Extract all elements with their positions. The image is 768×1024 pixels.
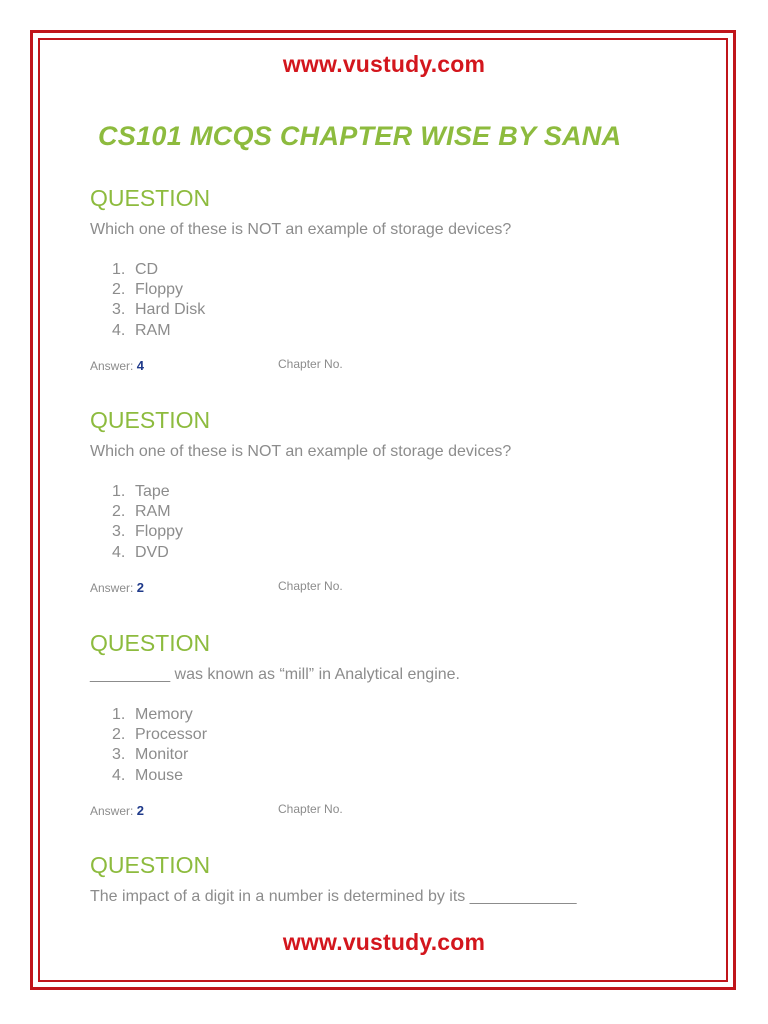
option-label: Tape [135,483,170,500]
option-number: 3. [112,746,126,764]
option-label: RAM [135,503,171,521]
question-text: The impact of a digit in a number is determined by its ____________ [90,888,577,905]
option-number: 2. [112,503,126,521]
option-label: DVD [135,543,169,561]
option-number: 3. [112,523,126,541]
option-number: 1. [112,261,126,278]
option-item [112,280,690,300]
answer-label: Answer: [90,358,137,373]
option-item [112,300,690,320]
question-text: Which one of these is NOT an example of storage devices? [90,221,512,238]
answer-label: Answer: [90,580,137,595]
option-label: Memory [135,706,193,723]
option-label: Monitor [135,746,189,764]
chapter-label: Chapter No. [278,356,343,371]
option-item [112,543,690,563]
answer-value: 4 [136,357,144,373]
option-item [112,705,690,725]
option-list [112,260,690,341]
option-label: Processor [135,726,208,744]
option-number: 3. [112,301,126,319]
option-label: Floppy [135,281,184,299]
site-link-bottom[interactable]: www.vustudy.com [282,929,486,955]
question-text: _________ was known as “mill” in Analytical engine. [90,666,460,683]
answer-value: 2 [136,802,144,818]
option-item [112,766,690,786]
option-item [112,482,690,502]
option-item [112,745,690,765]
answer [90,803,144,818]
question-heading: QUESTION [90,852,211,878]
option-label: CD [135,261,159,278]
question-block [90,407,690,596]
option-label: RAM [135,321,171,339]
answer-label: Answer: [90,803,137,818]
option-number: 1. [112,483,126,500]
answer [90,358,144,373]
question-heading: QUESTION [90,185,211,211]
question-block [90,630,690,819]
option-number: 4. [112,321,126,339]
question-block [90,185,690,374]
option-number: 4. [112,543,126,561]
question-meta [90,803,690,819]
document-title: CS101 MCQS CHAPTER WISE BY SANA [98,121,622,151]
option-item [112,321,690,341]
option-list [112,705,690,786]
option-label: Floppy [135,523,184,541]
option-item [112,522,690,542]
answer-value: 2 [136,579,144,595]
chapter-label: Chapter No. [278,578,343,593]
question-text: Which one of these is NOT an example of storage devices? [90,443,512,460]
question-heading: QUESTION [90,407,211,433]
question-meta [90,580,690,596]
option-number: 1. [112,706,126,723]
option-item [112,502,690,522]
question-meta [90,358,690,374]
option-number: 2. [112,281,126,299]
question-heading: QUESTION [90,630,211,656]
site-link-top[interactable]: www.vustudy.com [282,51,486,77]
option-label: Mouse [135,766,184,784]
answer [90,580,144,595]
question-block [90,852,690,907]
option-item [112,260,690,280]
option-number: 4. [112,766,126,784]
option-label: Hard Disk [135,301,206,319]
option-list [112,482,690,563]
option-number: 2. [112,726,126,744]
option-item [112,725,690,745]
chapter-label: Chapter No. [278,801,343,816]
